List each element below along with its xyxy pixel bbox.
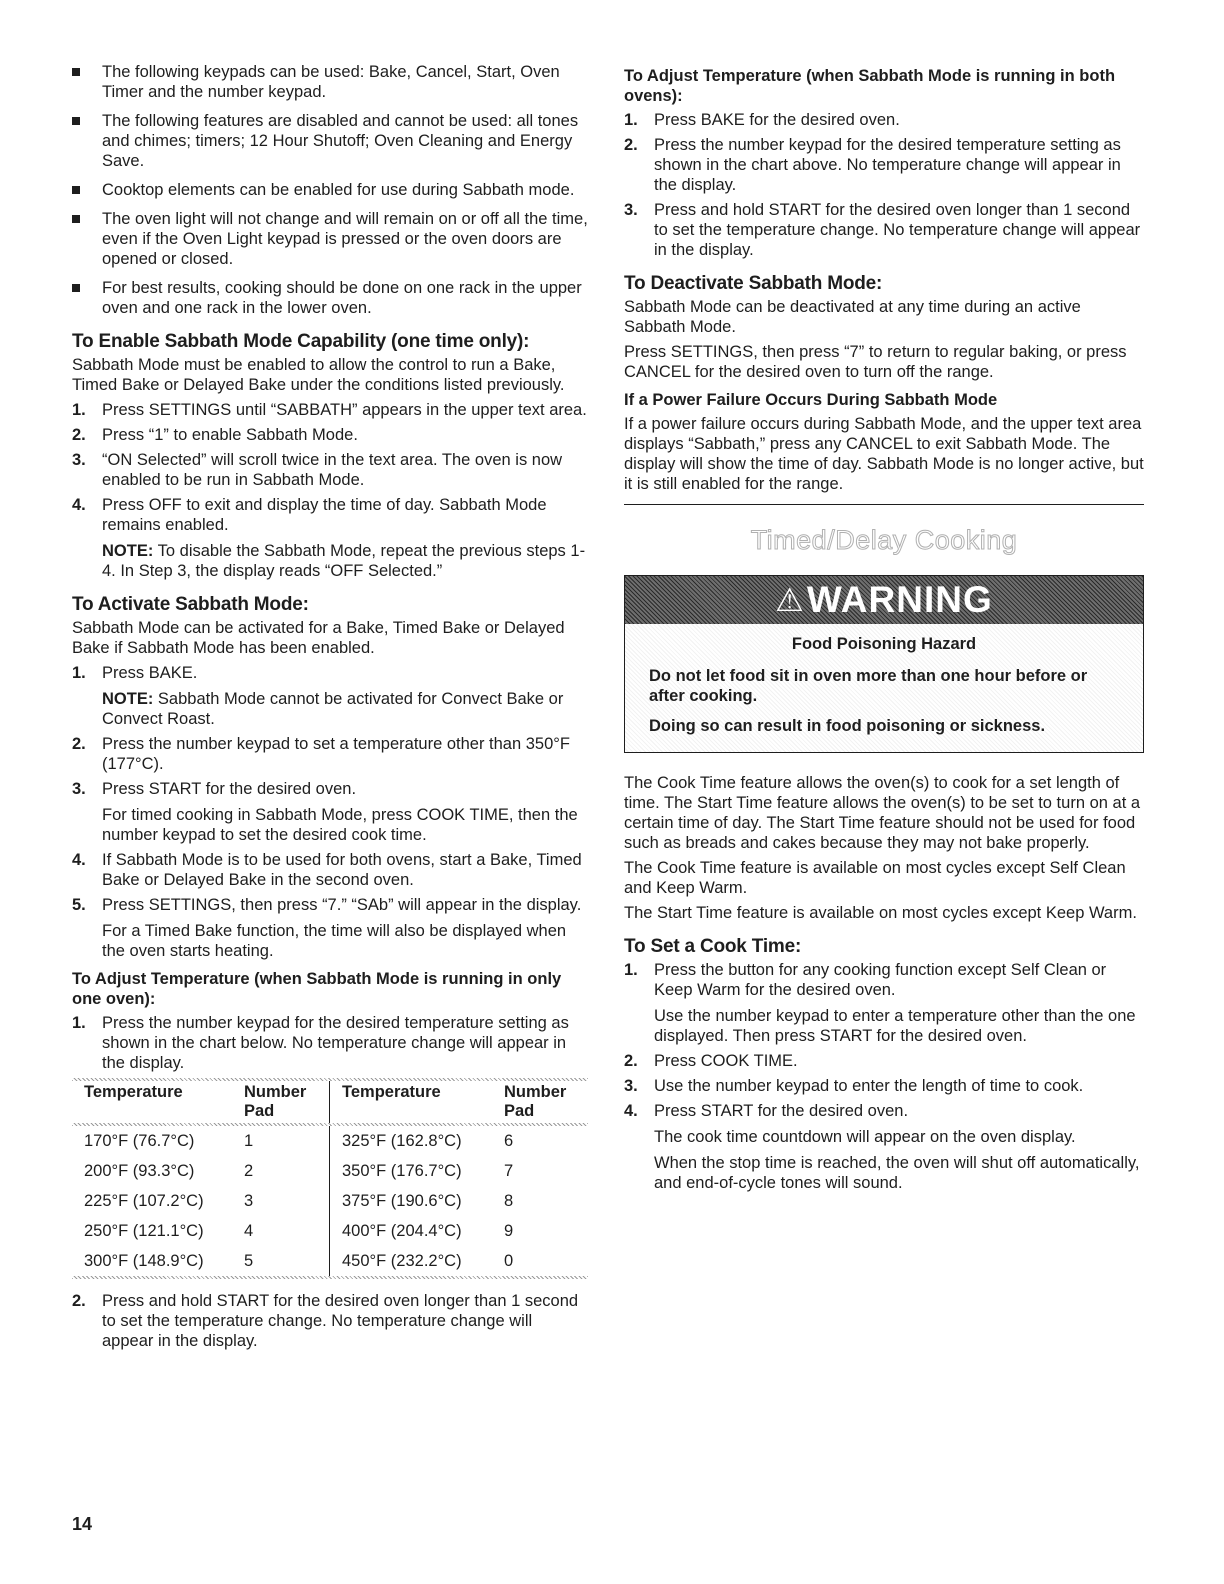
step-text: Press BAKE for the desired oven. [654,111,900,129]
step-number: 2. [624,136,638,154]
step-item [72,850,588,890]
set-cook-time-steps [624,960,1144,1193]
step-note [102,689,588,729]
table-cell: 9 [504,1222,514,1240]
step-number: 2. [72,1292,86,1310]
table-cell: 350°F (176.7°C) [330,1156,505,1186]
table-cell: 325°F (162.8°C) [330,1126,505,1156]
step-subtext: For timed cooking in Sabbath Mode, press COOK TIME, then the number keypad to set the desired cook time. [102,806,578,844]
left-column [72,62,588,1356]
table-cell: 7 [504,1162,514,1180]
step-text: Press and hold START for the desired oven longer than 1 second to set the temperature change. No temperature change will appear in the display. [102,1292,579,1350]
table-cell: 0 [504,1252,514,1270]
step-text: Press SETTINGS, then press “7.” “SAb” will appear in the display. [102,896,582,914]
table-cell: 250°F (121.1°C) [84,1222,204,1240]
table-row [72,1186,588,1216]
step-subtext: When the stop time is reached, the oven will shut off automatically, and end-of-cycle tones will sound. [654,1154,1140,1192]
step-item [72,663,588,729]
step-item [624,135,1144,195]
step-text: Press “1” to enable Sabbath Mode. [102,426,358,444]
table-cell: 2 [244,1162,254,1180]
adjust-one-oven-steps [72,1013,588,1073]
table-cell: 4 [244,1222,254,1240]
step-text: Press the number keypad for the desired temperature setting as shown in the chart above. No temperature change will appear in the display. [654,136,1121,194]
deactivate-text: Press SETTINGS, then press “7” to return to regular baking, or press CANCEL for the desired oven to turn off the range. [624,343,1127,381]
table-cell: 375°F (190.6°C) [330,1186,505,1216]
step-text: Press and hold START for the desired oven longer than 1 second to set the temperature change. No temperature change will appear in the display. [654,201,1141,259]
section-divider [624,504,1144,505]
col-header-number-pad: Number Pad [504,1083,567,1120]
step-item [72,450,588,490]
table-cell: 225°F (107.2°C) [84,1192,204,1210]
set-cook-time-heading: To Set a Cook Time: [624,936,802,957]
step-number: 3. [72,780,86,798]
table-cell: 3 [244,1192,254,1210]
step-item [72,734,588,774]
note-text: To disable the Sabbath Mode, repeat the previous steps 1-4. In Step 3, the display reads “OFF Selected.” [102,542,586,580]
right-column [624,62,1144,1198]
power-failure-heading: If a Power Failure Occurs During Sabbath Mode [624,391,998,409]
step-item [624,1051,1144,1071]
table-header-row [72,1081,588,1123]
table-cell: 450°F (232.2°C) [330,1246,505,1276]
table-cell: 6 [504,1132,514,1150]
step-number: 2. [72,426,86,444]
section-title: Timed/Delay Cooking [750,525,1018,555]
table-cell: 300°F (148.9°C) [84,1252,204,1270]
table-row [72,1126,588,1156]
table-cell: 200°F (93.3°C) [84,1162,195,1180]
col-header-temperature: Temperature [84,1083,183,1101]
table-cell: 5 [244,1252,254,1270]
adjust-one-oven-heading: To Adjust Temperature (when Sabbath Mode is running in only one oven): [72,970,562,1008]
step-item [72,1013,588,1073]
table-cell: 1 [244,1132,254,1150]
step-number: 1. [72,1014,86,1032]
warning-title: WARNING [806,579,993,620]
table-cell: 8 [504,1192,514,1210]
bullet-item: The oven light will not change and will remain on or off all the time, even if the Oven Light keypad is pressed or the oven doors are opened or closed. [72,209,588,269]
step-text: Press START for the desired oven. [102,780,357,798]
warning-hazard: Food Poisoning Hazard [791,635,977,653]
activate-sabbath-heading: To Activate Sabbath Mode: [72,594,309,615]
step-subtext: Use the number keypad to enter a temperature other than the one displayed. Then press START for the desired oven. [654,1007,1136,1045]
step-item [624,200,1144,260]
step-text: Use the number keypad to enter the length of time to cook. [654,1077,1084,1095]
step-note [102,541,588,581]
table-cell: 170°F (76.7°C) [84,1132,195,1150]
col-header-temperature: Temperature [330,1081,505,1123]
enable-sabbath-heading: To Enable Sabbath Mode Capability (one time only): [72,331,530,352]
step-item [624,960,1144,1046]
timed-intro: The Cook Time feature allows the oven(s) to cook for a set length of time. The Start Time feature allows the oven(s) to be set to turn on at a certain time of day. The Start Time feature should not be used for food such as breads and cakes because they may not bake properly. [624,774,1141,852]
note-text: Sabbath Mode cannot be activated for Convect Bake or Convect Roast. [102,690,564,728]
warning-header [625,576,1143,624]
bullet-item: The following keypads can be used: Bake, Cancel, Start, Oven Timer and the number keypad. [72,62,588,102]
bullet-item: Cooktop elements can be enabled for use during Sabbath mode. [72,180,588,200]
step-number: 4. [72,851,86,869]
power-failure-text: If a power failure occurs during Sabbath Mode, and the upper text area displays “Sabbath,” press any CANCEL to exit Sabbath Mode. The display will show the time of day. Sabbath Mode is no longer active, but it is still enabled for the range. [624,415,1144,493]
step-text: “ON Selected” will scroll twice in the text area. The oven is now enabled to be run in Sabbath Mode. [102,451,563,489]
step-number: 1. [72,664,86,682]
table-row [72,1216,588,1246]
step-text: Press COOK TIME. [654,1052,798,1070]
temperature-chart [72,1081,588,1276]
step-number: 4. [624,1102,638,1120]
step-number: 3. [72,451,86,469]
warning-triangle-icon: ⚠ [775,582,805,618]
table-cell: 400°F (204.4°C) [330,1216,505,1246]
note-label: NOTE: [102,542,154,560]
table-bottom-rule [72,1276,588,1279]
step-text: Press OFF to exit and display the time of day. Sabbath Mode remains enabled. [102,496,547,534]
step-item [72,779,588,845]
step-item [72,1291,588,1351]
enable-sabbath-intro: Sabbath Mode must be enabled to allow the control to run a Bake, Timed Bake or Delayed Bake under the conditions listed previously. [72,356,565,394]
adjust-both-ovens-steps [624,110,1144,260]
deactivate-text: Sabbath Mode can be deactivated at any time during an active Sabbath Mode. [624,298,1081,336]
warning-line: Do not let food sit in oven more than one hour before or after cooking. [649,667,1088,705]
timed-intro: The Start Time feature is available on most cycles except Keep Warm. [624,904,1137,922]
col-header-number-pad: Number Pad [244,1083,307,1120]
table-row [72,1246,588,1276]
step-number: 4. [72,496,86,514]
table-row [72,1156,588,1186]
step-text: Press BAKE. [102,664,198,682]
note-label: NOTE: [102,690,154,708]
step-item [72,425,588,445]
step-text: Press the button for any cooking function except Self Clean or Keep Warm for the desired oven. [654,961,1107,999]
warning-body [625,624,1143,752]
step-item [72,495,588,581]
step-item [72,895,588,961]
activate-sabbath-steps [72,663,588,961]
step-text: Press the number keypad to set a temperature other than 350°F (177°C). [102,735,570,773]
step-number: 1. [624,961,638,979]
bullet-item: The following features are disabled and cannot be used: all tones and chimes; timers; 12 Hour Shutoff; Oven Cleaning and Energy Save. [72,111,588,171]
page-number: 14 [72,1514,93,1534]
step-item [72,400,588,420]
step-text: If Sabbath Mode is to be used for both ovens, start a Bake, Timed Bake or Delayed Bake in the second oven. [102,851,582,889]
step-number: 2. [624,1052,638,1070]
step-subtext: For a Timed Bake function, the time will also be displayed when the oven starts heating. [102,922,567,960]
step-number: 2. [72,735,86,753]
adjust-both-ovens-heading: To Adjust Temperature (when Sabbath Mode is running in both ovens): [624,67,1116,105]
step-number: 1. [72,401,86,419]
step-text: Press SETTINGS until “SABBATH” appears in the upper text area. [102,401,587,419]
step-number: 1. [624,111,638,129]
step-number: 3. [624,201,638,219]
enable-sabbath-steps [72,400,588,581]
bullet-item: For best results, cooking should be done on one rack in the upper oven and one rack in the lower oven. [72,278,588,318]
adjust-one-oven-steps-cont [72,1291,588,1351]
step-text: Press the number keypad for the desired temperature setting as shown in the chart below. No temperature change will appear in the display. [102,1014,569,1072]
warning-box [624,575,1144,753]
step-number: 5. [72,896,86,914]
step-subtext: The cook time countdown will appear on the oven display. [654,1128,1076,1146]
temperature-table [72,1078,588,1279]
step-number: 3. [624,1077,638,1095]
sabbath-feature-list [72,62,588,318]
deactivate-sabbath-heading: To Deactivate Sabbath Mode: [624,273,883,294]
warning-line: Doing so can result in food poisoning or sickness. [649,717,1046,735]
timed-intro: The Cook Time feature is available on most cycles except Self Clean and Keep Warm. [624,859,1126,897]
step-item [624,110,1144,130]
step-text: Press START for the desired oven. [654,1102,909,1120]
step-item [624,1076,1144,1096]
activate-sabbath-intro: Sabbath Mode can be activated for a Bake, Timed Bake or Delayed Bake if Sabbath Mode has been enabled. [72,619,565,657]
step-item [624,1101,1144,1193]
